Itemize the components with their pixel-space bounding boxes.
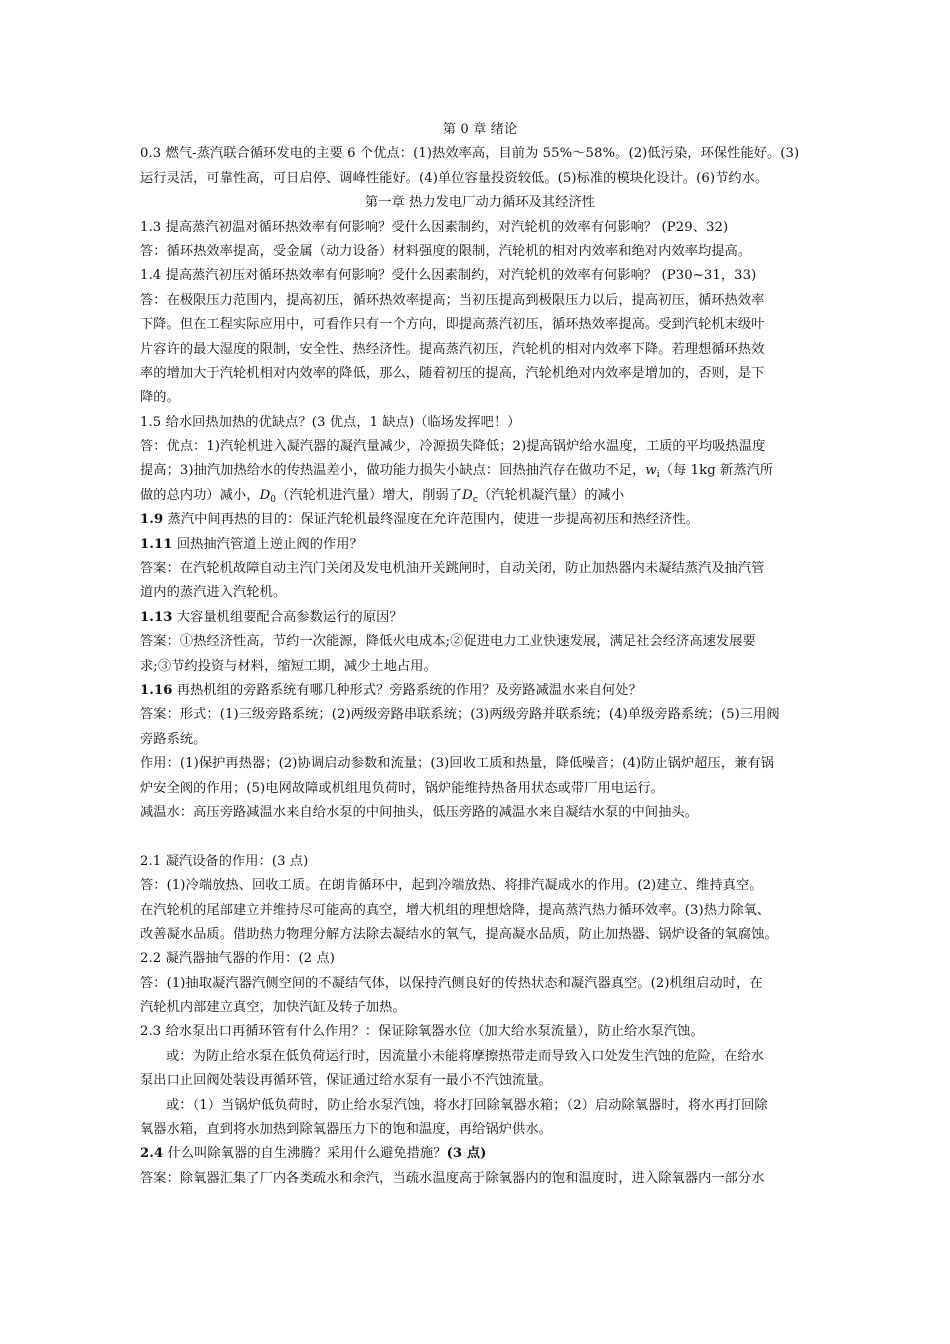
q03-line-1: 0.3 燃气-蒸汽联合循环发电的主要 6 个优点：(1)热效率高，目前为 55%～58%。(2)低污染，环保性能好。(3)	[140, 146, 800, 162]
q116-question-text: 再热机组的旁路系统有哪几种形式？旁路系统的作用？及旁路减温水来自何处？	[172, 682, 642, 698]
q21-answer-line-2: 在汽轮机的尾部建立并维持尽可能高的真空，增大机组的理想焓降，提高蒸汽热力循环效率。(3)热力除氧、	[140, 902, 771, 918]
q116-answer-line-2: 旁路系统。	[140, 731, 207, 747]
chapter1-title: 第一章 热力发电厂动力循环及其经济性	[364, 195, 596, 211]
q13-question: 1.3 提高蒸汽初温对循环热效率有何影响？受什么因素制约，对汽轮机的效率有何影响？ (P29、32)	[140, 219, 729, 235]
q111-question-text: 回热抽汽管道上逆止阀的作用？	[172, 536, 363, 552]
subscript-0: 0	[270, 494, 277, 505]
chapter0-title: 第 0 章 绪论	[442, 122, 518, 137]
q14-answer-line-4: 率的增加大于汽轮机相对内效率的降低，那么，随着初压的提高，汽轮机绝对内效率是增加的，否则，是下	[140, 365, 765, 381]
q113-answer-line-2: 求;③节约投资与材料，缩短工期，减少土地占用。	[140, 658, 437, 674]
q24-question-text: 什么叫除氧器的自生沸腾？采用什么避免措施？	[163, 1146, 447, 1162]
q22-question: 2.2 凝汽器抽气器的作用：(2 点)	[140, 951, 335, 967]
q111-answer-line-1: 答案：在汽轮机故障自动主汽门关闭及发电机油开关跳闸时，自动关闭，防止加热器内未凝结蒸汽及抽汽管	[140, 561, 765, 577]
q22-answer-line-2: 汽轮机内部建立真空，加快汽缸及转子加热。	[140, 1000, 406, 1016]
q111-question	[140, 533, 820, 557]
q24-points: (3 点)	[446, 1146, 487, 1162]
q116-answer-line-5: 减温水：高压旁路减温水来自给水泵的中间抽头，低压旁路的减温水来自凝结水泵的中间抽头。	[140, 804, 699, 820]
q111-answer-line-2: 道内的蒸汽进入汽轮机。	[140, 585, 287, 601]
q116-answer-line-1: 答案：形式：(1)三级旁路系统；(2)两级旁路串联系统；(3)两级旁路并联系统；(4)单级旁路系统；(5)三用阀	[140, 707, 780, 723]
q24-question	[140, 1142, 820, 1166]
q19-line	[140, 508, 820, 532]
q13-answer: 答：循环热效率提高，受金属（动力设备）材料强度的限制，汽轮机的相对内效率和绝对内效率均提高。	[140, 243, 752, 259]
q116-number: 1.16	[140, 682, 173, 698]
q23-alt1-line-2: 泵出口止回阀处装设再循环管，保证通过给水泵有一最小不汽蚀流量。	[140, 1073, 552, 1089]
q14-answer-line-1: 答：在极限压力范围内，提高初压，循环热效率提高；当初压提高到极限压力以后，提高初压，循环热效率	[140, 292, 765, 308]
q116-answer-line-4: 炉安全阀的作用；(5)电网故障或机组甩负荷时，锅炉能维持热备用状态或带厂用电运行。	[140, 780, 664, 796]
q113-question-text: 大容量机组要配合高参数运行的原因？	[172, 609, 403, 625]
q15-answer-line-3-c: （汽轮机凝汽量）的减小	[477, 487, 625, 503]
subscript-i: i	[656, 470, 660, 481]
q15-question: 1.5 给水回热加热的优缺点？(3 优点，1 缺点)（临场发挥吧！）	[140, 414, 521, 430]
q116-answer-line-3: 作用：(1)保护再热器；(2)协调启动参数和流量；(3)回收工质和热量，降低噪音；(4)防止锅炉超压，兼有锅	[140, 756, 774, 772]
q15-answer-line-2-post: （每 1kg 新蒸汽所	[659, 463, 774, 479]
q15-answer-line-3-b: （汽轮机进汽量）增大，削弱了	[276, 487, 463, 503]
q14-answer-line-3: 片容许的最大湿度的限制，安全性、热经济性。提高蒸汽初压，汽轮机的相对内效率下降。若理想循环热效	[140, 341, 765, 357]
q19-text: 蒸汽中间再热的目的：保证汽轮机最终湿度在允许范围内，使进一步提高初压和热经济性。	[163, 512, 700, 528]
q21-answer-line-3: 改善凝水品质。借助热力物理分解方法除去凝结水的氧气，提高凝水品质，防止加热器、锅炉设备的氧腐蚀。	[140, 926, 778, 942]
q23-alt1-line-1: 或：为防止给水泵在低负荷运行时，因流量小未能将摩擦热带走而导致入口处发生汽蚀的危险，在给水	[166, 1048, 764, 1064]
q113-question	[140, 606, 820, 630]
q24-answer-line-1: 答案：除氧器汇集了厂内各类疏水和余汽，当疏水温度高于除氧器内的饱和温度时，进入除氧器内一部分水	[140, 1170, 765, 1186]
q23-question: 2.3 给水泵出口再循环管有什么作用？：保证除氧器水位（加大给水泵流量），防止给水泵汽蚀。	[140, 1024, 704, 1040]
q03-line-2: 运行灵活，可靠性高，可日启停、调峰性能好。(4)单位容量投资较低。(5)标准的模块化设计。(6)节约水。	[140, 170, 769, 186]
symbol-Dc: D	[462, 487, 473, 503]
q19-number: 1.9	[140, 512, 164, 528]
q21-question: 2.1 凝汽设备的作用：(3 点)	[140, 853, 309, 869]
q24-number: 2.4	[140, 1146, 164, 1162]
section-spacer	[140, 825, 820, 849]
q14-answer-line-5: 降的。	[140, 390, 180, 406]
q111-number: 1.11	[140, 536, 173, 552]
q113-answer-line-1: 答案：①热经济性高，节约一次能源，降低火电成本;②促进电力工业快速发展，满足社会经济高速发展要	[140, 634, 756, 650]
q14-question: 1.4 提高蒸汽初压对循环热效率有何影响？受什么因素制约，对汽轮机的效率有何影响？ (P30~31，33)	[140, 268, 757, 284]
q15-answer-line-3-a: 做的总内功）减小，	[140, 487, 260, 503]
q14-answer-line-2: 下降。但在工程实际应用中，可看作只有一个方向，即提高蒸汽初压，循环热效率提高。受到汽轮机末级叶	[140, 317, 765, 333]
document-page	[140, 118, 820, 1191]
symbol-D0: D	[259, 487, 271, 503]
symbol-w: w	[645, 463, 657, 479]
q23-alt2-line-1: 或：（1）当锅炉低负荷时，防止给水泵汽蚀，将水打回除氧器水箱；（2）启动除氧器时，将水再打回除	[166, 1097, 768, 1113]
q15-answer-line-2	[140, 459, 820, 483]
q15-answer-line-3	[140, 484, 820, 508]
q23-alt2-line-2: 氧器水箱，直到将水加热到除氧器压力下的饱和温度，再给锅炉供水。	[140, 1122, 552, 1138]
subscript-c: c	[472, 494, 478, 505]
q22-answer-line-1: 答：(1)抽取凝汽器汽侧空间的不凝结气体，以保持汽侧良好的传热状态和凝汽器真空。(2)机组启动时，在	[140, 975, 763, 991]
q15-answer-line-1: 答：优点：1)汽轮机进入凝汽器的凝汽量减少，冷源损失降低；2)提高锅炉给水温度，工质的平均吸热温度	[140, 439, 766, 455]
q15-answer-line-2-pre: 提高；3)抽汽加热给水的传热温差小，做功能力损失小缺点：回热抽汽存在做功不足，	[140, 463, 646, 479]
q116-question	[140, 679, 820, 703]
q21-answer-line-1: 答：(1)冷端放热、回收工质。在朗肯循环中，起到冷端放热、将排汽凝成水的作用。(2)建立、维持真空。	[140, 878, 763, 894]
q113-number: 1.13	[140, 609, 173, 625]
